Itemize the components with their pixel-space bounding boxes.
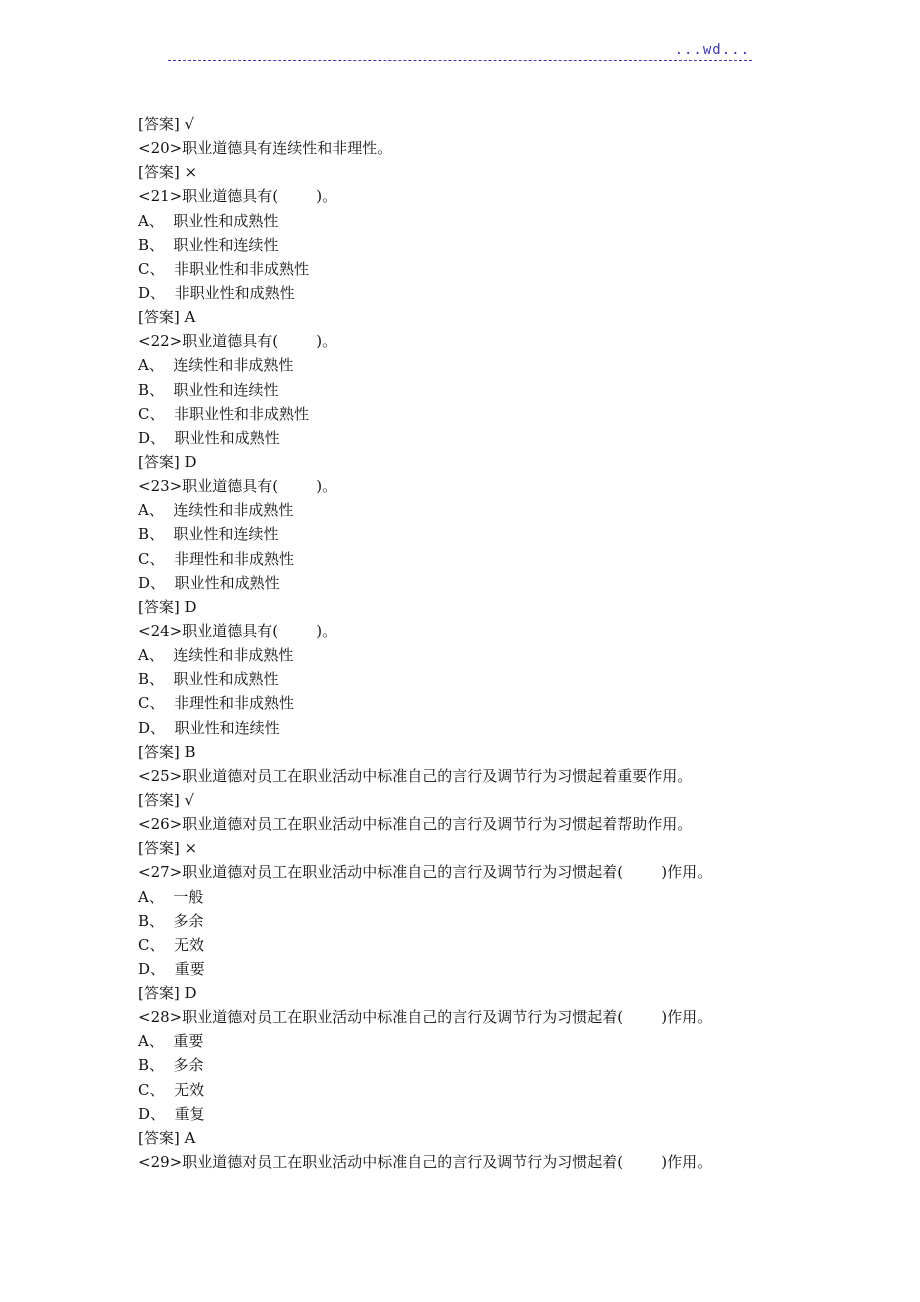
option-line: D、 职业性和连续性 — [138, 718, 280, 737]
document-body — [138, 112, 778, 1174]
option-line: C、 非职业性和非成熟性 — [138, 404, 310, 423]
option-line: B、 职业性和成熟性 — [138, 670, 279, 689]
question-line: <22>职业道德具有( )。 — [138, 332, 338, 351]
question-line: <28>职业道德对员工在职业活动中标准自己的言行及调节行为习惯起着( )作用。 — [138, 1008, 713, 1027]
option-line: A、 连续性和非成熟性 — [138, 356, 294, 375]
option-line: D、 重复 — [138, 1104, 205, 1123]
option-line: B、 职业性和连续性 — [138, 380, 279, 399]
option-line: B、 多余 — [138, 1056, 204, 1075]
option-line: D、 职业性和成熟性 — [138, 573, 280, 592]
option-line: C、 非理性和非成熟性 — [138, 694, 295, 713]
option-line: A、 连续性和非成熟性 — [138, 501, 294, 520]
option-line: C、 无效 — [138, 1080, 205, 1099]
question-line: <24>职业道德具有( )。 — [138, 621, 338, 640]
option-line: A、 一般 — [138, 887, 204, 906]
option-line: C、 非理性和非成熟性 — [138, 549, 295, 568]
question-line: <27>职业道德对员工在职业活动中标准自己的言行及调节行为习惯起着( )作用。 — [138, 863, 713, 882]
question-line: <20>职业道德具有连续性和非理性。 — [138, 139, 393, 158]
answer-line: [答案] √ — [138, 115, 195, 133]
option-line: D、 职业性和成熟性 — [138, 428, 280, 447]
question-line: <23>职业道德具有( )。 — [138, 477, 338, 496]
answer-line: [答案] D — [138, 984, 197, 1003]
answer-line: [答案] × — [138, 163, 198, 182]
answer-line: [答案] B — [138, 742, 196, 761]
option-line: D、 重要 — [138, 959, 205, 978]
option-line: D、 非职业性和成熟性 — [138, 283, 295, 302]
question-line: <29>职业道德对员工在职业活动中标准自己的言行及调节行为习惯起着( )作用。 — [138, 1153, 713, 1172]
question-line: <26>职业道德对员工在职业活动中标准自己的言行及调节行为习惯起着帮助作用。 — [138, 815, 693, 834]
option-line: A、 重要 — [138, 1032, 204, 1051]
option-line: A、 职业性和成熟性 — [138, 211, 279, 230]
header-mark: ...wd... — [674, 42, 750, 58]
answer-line: [答案] √ — [138, 790, 195, 809]
answer-line: [答案] × — [138, 839, 198, 858]
option-line: C、 非职业性和非成熟性 — [138, 259, 310, 278]
answer-line: [答案] D — [138, 452, 197, 471]
option-line: B、 多余 — [138, 911, 204, 930]
option-line: C、 无效 — [138, 935, 205, 954]
option-line: B、 职业性和连续性 — [138, 525, 279, 544]
option-line: B、 职业性和连续性 — [138, 235, 279, 254]
option-line: A、 连续性和非成熟性 — [138, 646, 294, 665]
page-header — [168, 40, 752, 61]
question-line: <25>职业道德对员工在职业活动中标准自己的言行及调节行为习惯起着重要作用。 — [138, 766, 693, 785]
question-line: <21>职业道德具有( )。 — [138, 187, 338, 206]
answer-line: [答案] A — [138, 308, 196, 327]
answer-line: [答案] A — [138, 1128, 196, 1147]
answer-line: [答案] D — [138, 597, 197, 616]
